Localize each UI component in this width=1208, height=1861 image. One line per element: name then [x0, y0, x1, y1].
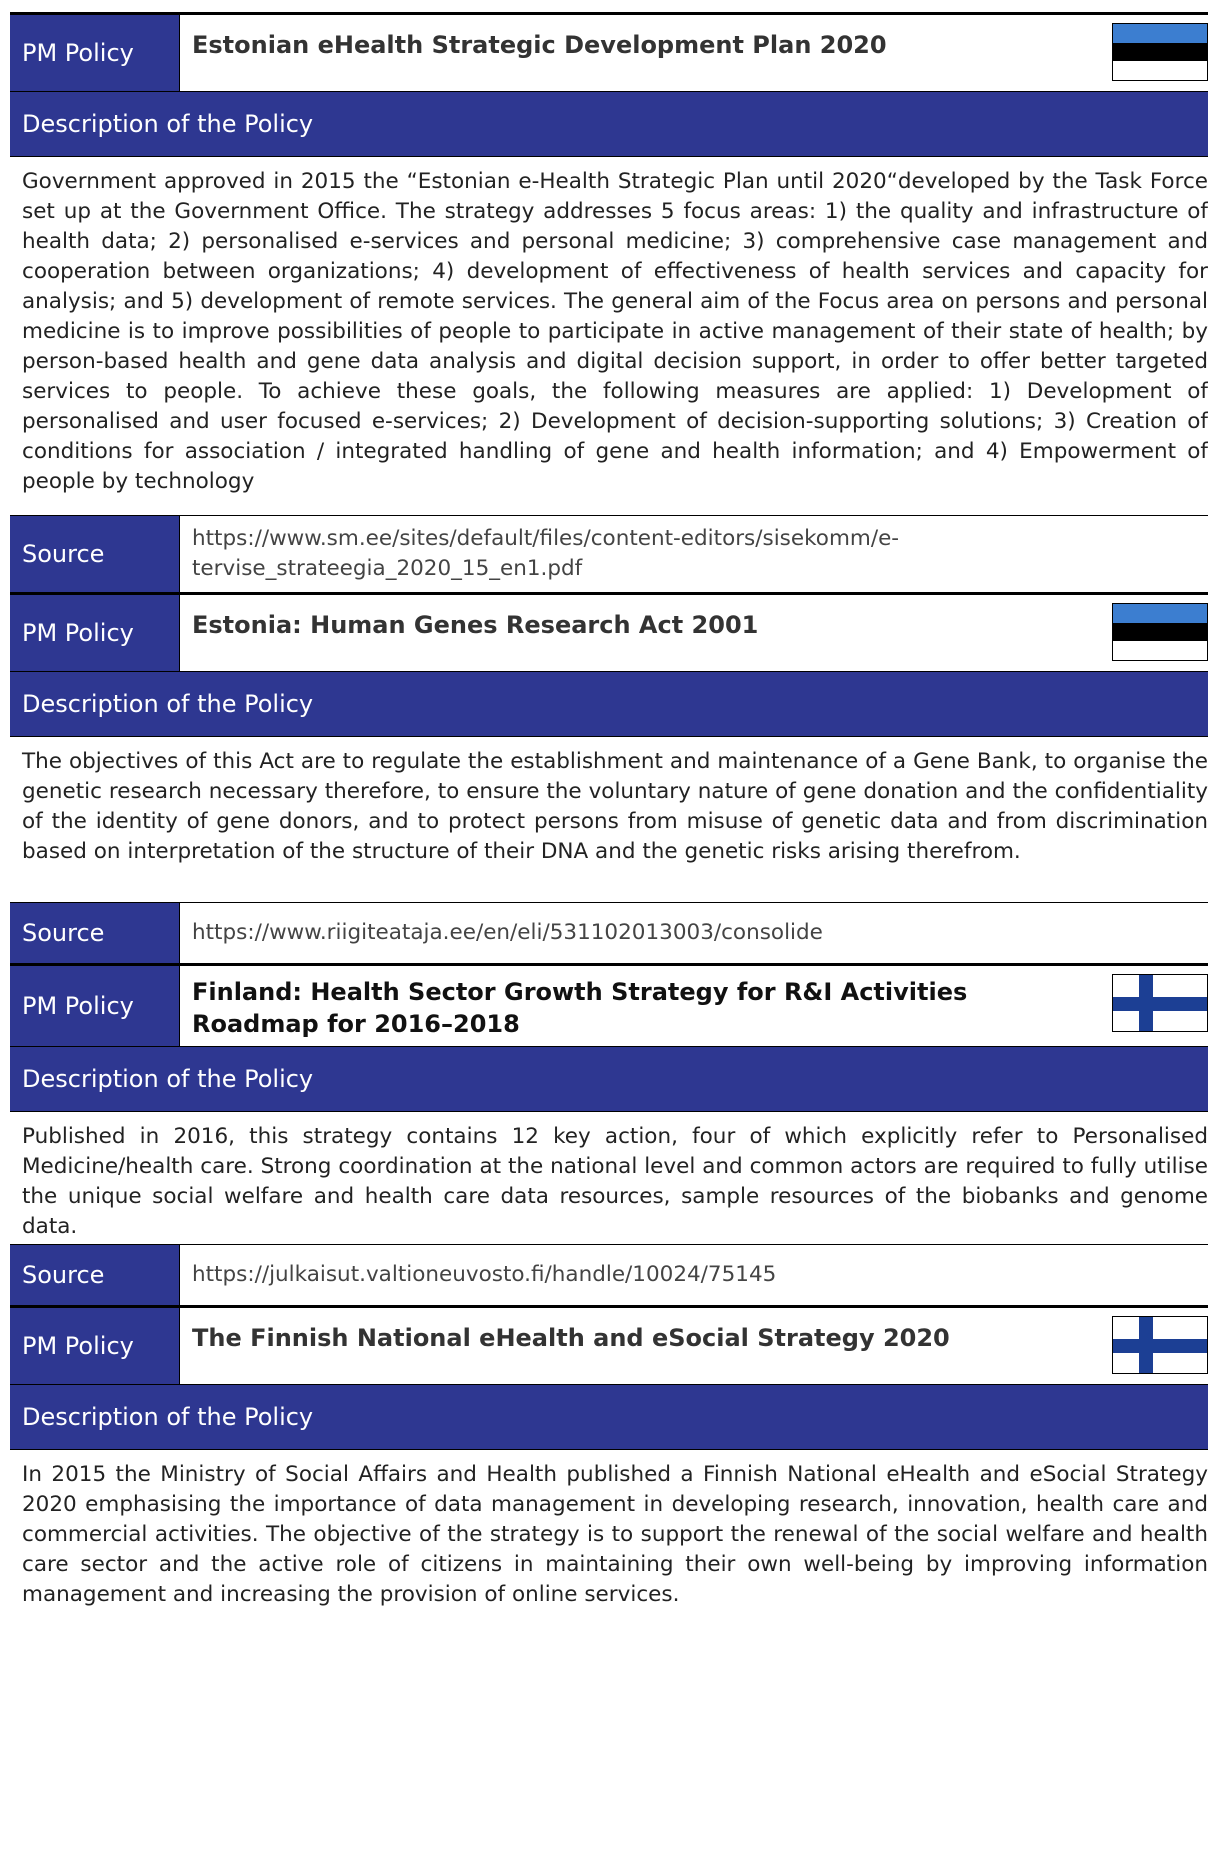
estonia-flag-icon [1112, 603, 1208, 661]
policy-block [10, 592, 1208, 963]
policy-label: PM Policy [10, 1308, 180, 1384]
policy-block [10, 1305, 1208, 1618]
finland-flag-icon [1112, 1316, 1208, 1374]
policy-title: Estonia: Human Genes Research Act 2001 [192, 611, 759, 639]
source-label: Source [10, 516, 180, 592]
estonia-flag-icon [1112, 23, 1208, 81]
policy-description: The objectives of this Act are to regulate the establishment and maintenance of a Gene Bank, to organise the genetic research necessary therefore, to ensure the voluntary nature of gene donation and the confidentiality of the identity of gene donors, and to protect persons from misuse of genetic data and from discrimination based on interpretation of the structure of their DNA and the genetic risks arising therefrom. [22, 749, 1208, 864]
policy-table [10, 12, 1208, 1618]
policy-title-row [10, 1308, 1208, 1385]
description-header: Description of the Policy [10, 92, 1208, 157]
finland-flag-icon [1112, 974, 1208, 1032]
policy-label: PM Policy [10, 966, 180, 1046]
description-header: Description of the Policy [10, 1385, 1208, 1450]
source-link[interactable]: https://www.sm.ee/sites/default/files/content-editors/sisekomm/e-tervise_strateegia_2020_15_en1.pdf [192, 526, 900, 581]
policy-label: PM Policy [10, 595, 180, 671]
source-link[interactable]: https://www.riigiteataja.ee/en/eli/531102013003/consolide [192, 920, 823, 945]
policy-block [10, 963, 1208, 1305]
policy-title: Finland: Health Sector Growth Strategy for R&I Activities Roadmap for 2016–2018 [192, 978, 968, 1039]
source-link[interactable]: https://julkaisut.valtioneuvosto.fi/handle/10024/75145 [192, 1262, 777, 1287]
source-label: Source [10, 1245, 180, 1305]
policy-description: Published in 2016, this strategy contains 12 key action, four of which explicitly refer to Personalised Medicine/health care. Strong coordination at the national level and common actors are required to fully utilise the unique social welfare and health care data resources, sample resources of the biobanks and genome data. [22, 1124, 1208, 1239]
policy-block [10, 12, 1208, 592]
policy-title: Estonian eHealth Strategic Development Plan 2020 [192, 31, 887, 59]
source-row [10, 515, 1208, 592]
description-header: Description of the Policy [10, 672, 1208, 737]
policy-description: In 2015 the Ministry of Social Affairs and Health published a Finnish National eHealth and eSocial Strategy 2020 emphasising the importance of data management in developing research, innovation, health care and commercial activities. The objective of the strategy is to support the renewal of the social welfare and health care sector and the active role of citizens in maintaining their own well-being by improving information management and increasing the provision of online services. [22, 1462, 1208, 1607]
policy-title-row [10, 966, 1208, 1047]
source-label: Source [10, 903, 180, 963]
policy-title: The Finnish National eHealth and eSocial Strategy 2020 [192, 1324, 950, 1352]
source-row [10, 902, 1208, 963]
policy-description: Government approved in 2015 the “Estonian e-Health Strategic Plan until 2020“developed by the Task Force set up at the Government Office. The strategy addresses 5 focus areas: 1) the quality and infrastructure of health data; 2) personalised e-services and personal medicine; 3) comprehensive case management and cooperation between organizations; 4) development of effectiveness of health services and capacity for analysis; and 5) development of remote services. The general aim of the Focus area on persons and personal medicine is to improve possibilities of people to participate in active management of their state of health; by person-based health and gene data analysis and digital decision support, in order to offer better targeted services to people. To achieve these goals, the following measures are applied: 1) Development of personalised and user focused e-services; 2) Development of decision-supporting solutions; 3) Creation of conditions for association / integrated handling of gene and health information; and 4) Empowerment of people by technology [22, 169, 1208, 494]
description-header: Description of the Policy [10, 1047, 1208, 1112]
policy-title-row [10, 15, 1208, 92]
source-row [10, 1244, 1208, 1305]
policy-title-row [10, 595, 1208, 672]
policy-label: PM Policy [10, 15, 180, 91]
